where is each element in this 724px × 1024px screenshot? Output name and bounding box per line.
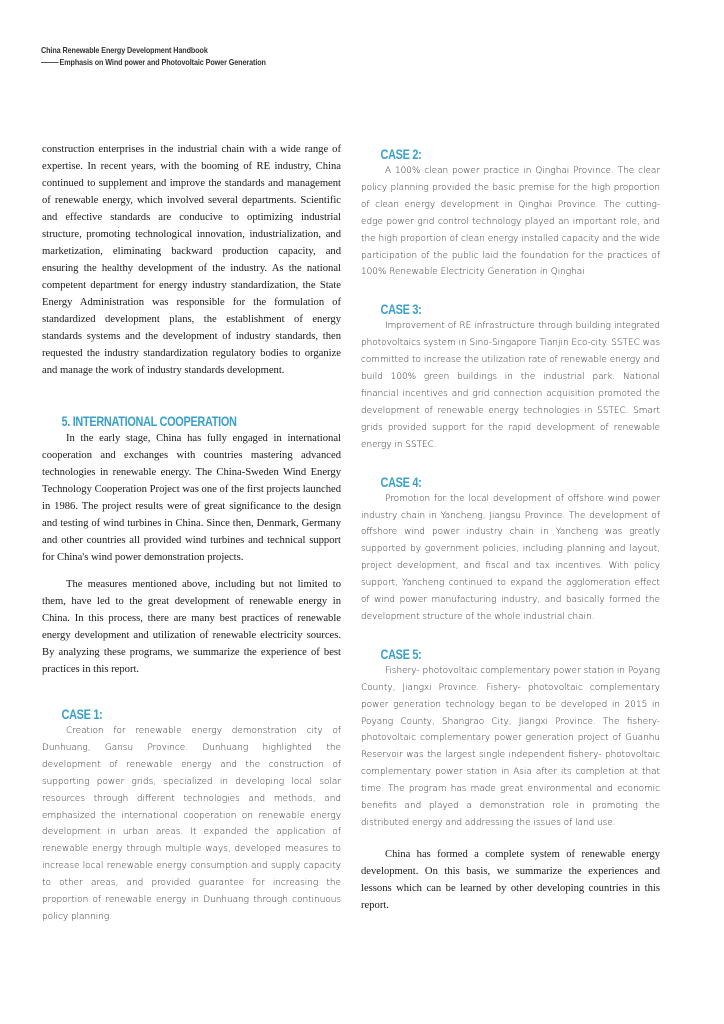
- header-subtitle-line: [41, 57, 266, 69]
- closing-paragraph: China has formed a complete system of renewable energy development. On this basis, we summarize the experiences and lessons which can be learned by other developing countries in this report.: [361, 848, 660, 911]
- spacer: [42, 566, 341, 576]
- header-title: China Renewable Energy Development Handbook: [41, 46, 208, 55]
- spacer: [42, 379, 341, 413]
- case1-heading: CASE 1:: [61, 706, 103, 722]
- spacer: [361, 454, 660, 474]
- spacer: [42, 678, 341, 706]
- intro-paragraph-block: [42, 141, 341, 379]
- section-paragraph-1: In the early stage, China has fully engaged in international cooperation and exchanges with countries mastering advanced technologies in renewable energy. The China-Sweden Wind Energy Technology Cooperation Project was one of the first projects launched in 1986. The project results were of great significance to the design and testing of wind turbines in China. Since then, Denmark, Germany and other countries all provided wind turbines and technical support for China's wind power demonstration projects.: [42, 433, 341, 563]
- left-column: [42, 141, 341, 926]
- case5-heading: CASE 5:: [380, 645, 422, 662]
- case4-text: Promotion for the local development of offshore wind power industry chain in Yancheng, Jiangsu Province. The development of offshore wind power industry chain in Yancheng was greatly supported by government policies, including planning and layout, project development, and fiscal and tax incentives. With policy support, Yancheng continued to expand the agglomeration effect of wind power manufacturing industry, and basically formed the development structure of the whole industrial chain.: [361, 493, 660, 622]
- case3-text: Improvement of RE infrastructure through building integrated photovoltaics system in Sino-Singapore Tianjin Eco-city. SSTEC was committed to increase the utilization rate of renewable energy and build 100% green buildings in the industrial park. National financial incentives and grid connection acquisition promoted the development of renewable energy technologies in SSTEC. Smart grids provided support for the rapid development of renewable energy in SSTEC.: [361, 321, 660, 450]
- section-body: [42, 430, 341, 678]
- running-header: [41, 45, 297, 69]
- case2-heading: CASE 2:: [380, 146, 422, 162]
- section-paragraph-2: The measures mentioned above, including but not limited to them, have led to the great development of renewable energy in China. In this process, there are many best practices of renewable energy development and utilization of renewable electricity sources. By analyzing these programs, we summarize the experience of best practices in this report.: [42, 579, 341, 675]
- case3-body: [361, 318, 660, 453]
- case4-body: [361, 491, 660, 626]
- spacer: [361, 281, 660, 301]
- spacer: [361, 626, 660, 646]
- case4-heading: CASE 4:: [380, 473, 422, 490]
- closing-body: [361, 846, 660, 914]
- header-subtitle: Emphasis on Wind power and Photovoltaic Power Generation: [59, 58, 266, 67]
- header-dash: [41, 62, 59, 63]
- case3-heading: CASE 3:: [380, 301, 422, 318]
- case5-body: [361, 663, 660, 832]
- case5-text: Fishery- photovoltaic complementary power station in Poyang County, Jiangxi Province. Fishery- photovoltaic complementary power generation technology began to be developed in 2015 in Poyang County, Shangrao City, Jiangxi Province. The fishery- photovoltaic complementary power generation project of Guanhu Reservoir was the largest single independent fishery- photovoltaic complementary power station in Asia after its completion at that time. The program has made great environmental and economic benefits and played a demonstration role in promoting the distributed energy and addressing the issues of land use.: [361, 665, 660, 828]
- case2-body: [361, 163, 660, 281]
- right-column: [361, 146, 660, 914]
- case1-body: [42, 723, 341, 926]
- intro-paragraph: construction enterprises in the industrial chain with a wide range of expertise. In recent years, with the booming of RE industry, China continued to supplement and improve the standards and management of renewable energy, which involved several departments. Scientific and effective standards are conducive to optimizing industrial structure, promoting technological innovation, industrialization, and marketization, eliminating backward production capacity, and ensuring the healthy development of the industry. As the national competent department for energy industry standardization, the State Energy Administration was responsible for the formulation of standardized development plans, the establishment of energy standards systems and the development of industry standards, then requested the industry standardization regulatory bodies to organize and manage the work of industry standards development.: [42, 144, 341, 376]
- spacer: [361, 832, 660, 846]
- section-heading-international-cooperation: 5. INTERNATIONAL COOPERATION: [61, 413, 237, 429]
- case1-text: Creation for renewable energy demonstration city of Dunhuang, Gansu Province. Dunhuang highlighted the development of renewable energy and the construction of supporting power grids, specialized in developing local solar resources through different technologies and methods, and emphasized the international cooperation on renewable energy development in urban areas. It expanded the application of renewable energy through multiple ways, developed measures to increase local renewable energy consumption and supply capacity to other areas, and provided guarantee for increasing the proportion of renewable energy in Dunhuang through continuous policy planning.: [42, 726, 341, 922]
- case2-text: A 100% clean power practice in Qinghai Province. The clear policy planning provided the basic premise for the high proportion of clean energy development in Qinghai Province. The cutting-edge power grid control technology played an important role, and the high proportion of clean energy installed capacity and the wide participation of the public laid the foundation for the practices of 100% Renewable Electricity Generation in Qinghai: [361, 166, 660, 278]
